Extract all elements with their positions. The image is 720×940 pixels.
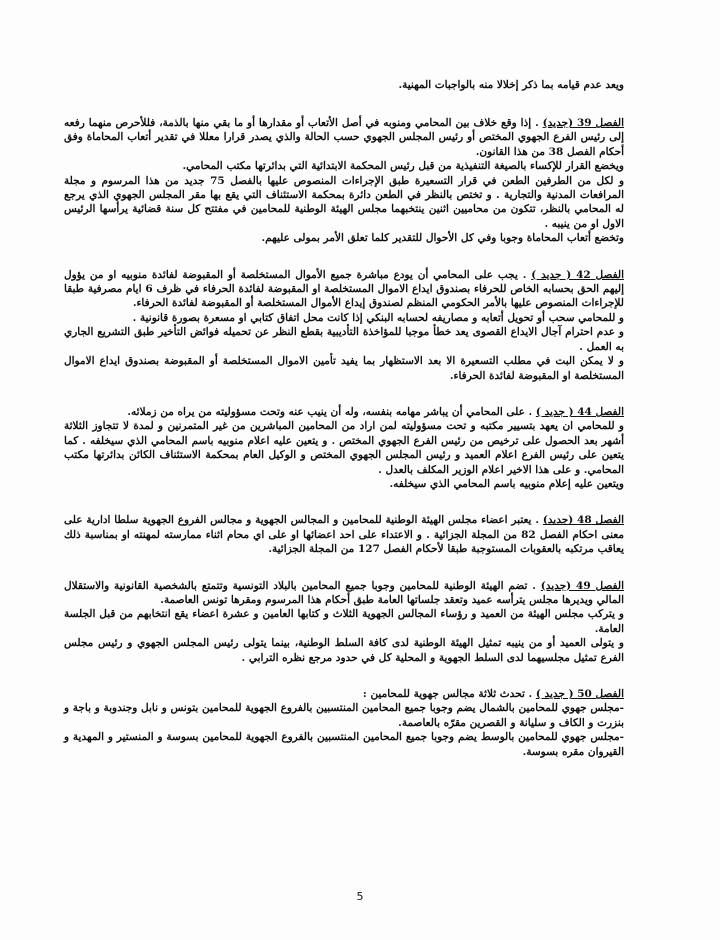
article-49-heading: الفصل 49 (جديد) [540, 579, 624, 592]
article-42-paragraph-1 [64, 268, 624, 311]
article-42-heading: الفصل 42 ( جديد ) [531, 268, 625, 281]
article-39-heading: الفصل 39 (جديد) [542, 117, 625, 129]
article-44-text-1: . على المحامي أن يباشر مهامه بنفسه، وله أن ينيب عنه وتحت مسؤوليته من يراه من زملائه. [127, 405, 533, 418]
article-39-paragraph-1 [64, 116, 624, 159]
article-49-paragraph-1 [64, 579, 624, 608]
article-39-paragraph-2: ويخضع القرار للإكساء بالصيغة التنفيذية من قبل رئيس المحكمة الابتدائية التي بدائرتها مكتب المحامي. [182, 160, 624, 173]
article-49-paragraph-2: و يتركب مجلس الهيئة من العميد و رؤساء المجالس الجهوية الثلاث و كتابها العامين و عشرة اعضاء يقع انتخابهم من قبل الجلسة العامة. [64, 608, 624, 635]
article-50-paragraph-2: -مجلس جهوي للمحامين بالشمال يضم وجوبا جميع المحامين المنتسبين بالفروع الجهوية للمحامين بتونس و نابل وجندوبة و باجة و بنزرت و الكاف و سليانة و القصرين مقرّه بالعاصمة. [64, 702, 624, 729]
article-48-paragraph-1 [64, 513, 624, 556]
article-50-paragraph-3: -مجلس جهوي للمحامين بالوسط يضم وجوبا جميع المحامين المنتسبين بالفروع الجهوية للمحامين بسوسة و المنستير و المهدية و القيروان مقره بسوسة. [64, 731, 624, 758]
article-50-text-1: . تحدث ثلاثة مجالس جهوية للمحامين : [362, 688, 533, 700]
article-49-paragraph-3: و يتولى العميد أو من ينيبه تمثيل الهيئة الوطنية لدى كافة السلط الوطنية، بينما يتولى رئيس المجلس الجهوي و رئيس مجلس الفرع تمثيل مجلسيهما لدى السلط الجهوية و المحلية كل في حدود مرجع نظره الترابي . [64, 637, 624, 664]
article-44 [64, 405, 624, 491]
article-44-paragraph-3: ويتعين عليه إعلام منوبيه باسم المحامي الذي سيخلفه. [389, 477, 624, 490]
article-39-paragraph-4: وتخضع أتعاب المحاماة وجوبا وفي كل الأحوال للتقدير كلما تعلق الأمر بمولى عليهم. [261, 232, 624, 245]
intro-line: ويعد عدم قيامه بما ذكر إخلالا منه بالواجبات المهنية. [398, 79, 624, 91]
article-39 [64, 116, 624, 246]
article-44-paragraph-2: و للمحامي ان يعهد بتسيير مكتبه و تحت مسؤوليته لمن اراد من المحامين المباشرين من غير المتمرنين و لمدة لا تتجاوز الثلاثة أشهر بعد الحصول على ترخيص من رئيس الفرع الجهوي المختص . و يتعين عليه اعلام منوبيه باسم المحامي الذي سيخلفه . كما يتعين على رئيس الفرع اعلام العميد و رئيس المجلس الجهوي المختص و الوكيل العام بمحكمة الاستئناف الكائن بدائرتها مكتب المحامي. و على هذا الاخير اعلام الوزير المكلف بالعدل . [64, 420, 624, 476]
page-number: 5 [356, 890, 364, 903]
article-48-text-1: . يعتبر اعضاء مجلس الهيئة الوطنية للمحامين و المجالس الجهوية و مجالس الفروع الجهوية سلطا ادارية على معنى احكام الفصل 82 من المجلة الجزائية . و الاعتداء على احد اعضائها او على اي محام اثناء ممارسته لمهنته او بمناسبة ذلك يعاقب مرتكبه بالعقوبات المستوجبة طبقا لأحكام الفصل 127 من المجلة الجزائية. [64, 514, 624, 556]
article-49-text-1: . تضم الهيئة الوطنية للمحامين وجوبا جميع المحامين بالبلاد التونسية وتتمتع بالشخصية القانونية والاستقلال المالي ويديرها مجلس يترأسه عميد وتعقد جلساتها العامة طبق أحكام هذا المرسوم ومقرها تونس العاصمة. [64, 579, 624, 606]
article-50-paragraph-1 [64, 687, 624, 701]
article-50-heading: الفصل 50 ( جديد ) [535, 688, 624, 700]
page-content [64, 78, 624, 781]
article-50 [64, 687, 624, 759]
article-44-paragraph-1 [64, 405, 624, 419]
article-44-heading: الفصل 44 ( جديد ) [535, 405, 624, 418]
article-42 [64, 268, 624, 383]
article-39-paragraph-3: و لكل من الطرفين الطعن في قرار التسعيرة طبق الإجراءات المنصوص عليها بالفصل 75 جديد من هذا المرسوم و مجلة المرافعات المدنية والتجارية . و تختص بالنظر في الطعن دائرة بمحكمة الاستئناف التي يقع بها مقر المجلس الجهوي الذي يرجع له المحامي بالنظر، تتكون من محاميين اثنين ينتخبهما مجلس الهيئة الوطنية للمحامين في مفتتح كل سنة قضائية يرأسها الرئيس الاول او من ينيبه . [64, 174, 625, 230]
article-42-paragraph-4: و لا يمكن البت في مطلب التسعيرة الا بعد الاستظهار بما يفيد تأمين الاموال المستخلصة أو المقبوضة بصندوق ايداع الاموال المستخلصة او المقبوضة لفائدة الحرفاء. [64, 355, 624, 382]
article-42-paragraph-2: و للمحامي سحب أو تحويل أتعابه و مصاريفه لحسابه البنكي إذا كانت محل اتفاق كتابي او مسعرة بصورة قانونية . [132, 311, 624, 324]
article-39-text-1: . إذا وقع خلاف بين المحامي ومنوبه في أصل الأتعاب أو مقدارها أو ما بقي منها بالذمة، فللأحرص منهما رفعه إلى رئيس الفرع الجهوي المختص أو رئيس المجلس الجهوي حسب الحالة والذي يصدر قرارا معللا في تقدير أتعاب المحاماة وفق أحكام الفصل 38 من هذا القانون. [64, 117, 624, 158]
article-48 [64, 513, 624, 556]
article-42-text-1: . يجب على المحامي أن يودع مباشرة جميع الأموال المستخلصة أو المقبوضة لفائدة منوبيه او من يؤول إليهم الحق بحسابه الخاص للحرفاء بصندوق ايداع الاموال المستخلصة او المقبوضة لفائدة الحرفاء في ظرف 6 ايام مصرفية طبقا للإجراءات المنصوص عليها بالأمر الحكومي المنظم لصندوق إيداع الأموال المستخلصة أو المقبوضة لفائدة الحرفاء. [64, 268, 624, 310]
article-49 [64, 579, 624, 665]
article-48-heading: الفصل 48 (جديد) [542, 514, 624, 527]
article-42-paragraph-3: و عدم احترام آجال الايداع القصوى يعد خطأ موجبا للمؤاخذة التأديبية بقطع النظر عن تحميله فوائض التأخير طبق التشريع الجاري به العمل . [64, 326, 624, 353]
